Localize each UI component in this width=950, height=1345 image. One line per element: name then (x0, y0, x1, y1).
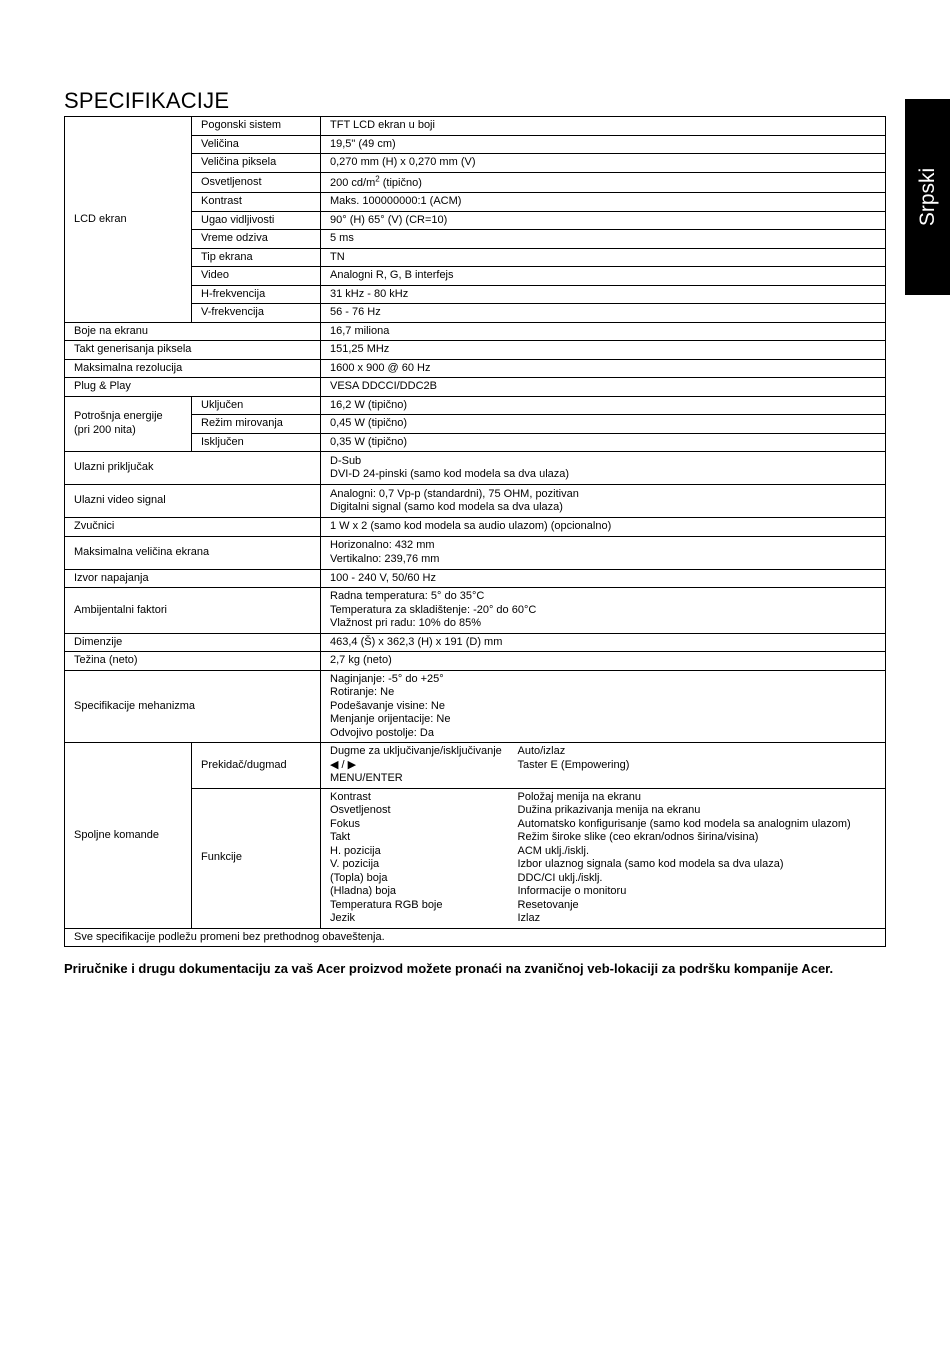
spec-value: 16,2 W (tipično) (321, 396, 886, 415)
spec-value: 463,4 (Š) x 362,3 (H) x 191 (D) mm (321, 633, 886, 652)
table-row (65, 117, 886, 136)
spec-name: H-frekvencija (192, 285, 321, 304)
spec-value: VESA DDCCI/DDC2B (321, 378, 886, 397)
controls-label: Spoljne komande (65, 743, 192, 929)
value-line: Vlažnost pri radu: 10% do 85% (330, 617, 482, 629)
spec-name: Takt generisanja piksela (65, 341, 321, 360)
table-row (65, 928, 886, 947)
spec-value (321, 536, 886, 569)
value-line: DVI-D 24-pinski (samo kod modela sa dva ulaza) (330, 468, 570, 480)
value-line: DDC/CI uklj./isklj. (517, 871, 603, 884)
spec-name: Boje na ekranu (65, 322, 321, 341)
value-line: MENU/ENTER (330, 772, 403, 784)
spec-value: 1 W x 2 (samo kod modela sa audio ulazom) (opcionalno) (321, 518, 886, 537)
brightness-superscript: 2 (375, 173, 380, 183)
spec-name: Maksimalna rezolucija (65, 359, 321, 378)
value-line: Auto/izlaz (517, 745, 566, 757)
value-line: Vertikalno: 239,76 mm (330, 552, 440, 565)
spec-name: Izvor napajanja (65, 569, 321, 588)
spec-name: Kontrast (192, 193, 321, 212)
value-line: Temperatura RGB boje (330, 898, 443, 911)
spec-value: 56 - 76 Hz (321, 304, 886, 323)
spec-value: Analogni R, G, B interfejs (321, 267, 886, 286)
table-row (65, 588, 886, 634)
spec-value: 1600 x 900 @ 60 Hz (321, 359, 886, 378)
value-line: Rotiranje: Ne (330, 686, 395, 698)
table-row (65, 743, 886, 789)
value-line: Dugme za uključivanje/isključivanje (330, 745, 502, 757)
table-row (65, 670, 886, 743)
spec-value (321, 485, 886, 518)
table-row (65, 652, 886, 671)
value-line: (Hladna) boja (330, 885, 397, 897)
brightness-value: 200 cd/m (330, 176, 376, 189)
table-row (65, 518, 886, 537)
table-row (65, 485, 886, 518)
spec-name: Ulazni priključak (65, 452, 321, 485)
spec-value (321, 588, 886, 634)
value-line: Kontrast (330, 790, 371, 803)
value-line: Takt (330, 831, 351, 843)
spec-name: Plug & Play (65, 378, 321, 397)
spec-name: Zvučnici (65, 518, 321, 537)
page-title: SPECIFIKACIJE (64, 88, 230, 113)
language-tab (905, 99, 950, 295)
spec-name: Ambijentalni faktori (65, 588, 321, 634)
spec-value: TN (321, 248, 886, 267)
value-line: Naginjanje: -5° do +25° (330, 672, 444, 685)
table-row (65, 396, 886, 415)
spec-value (321, 172, 886, 193)
value-line: Radna temperatura: 5° do 35°C (330, 590, 485, 602)
brightness-suffix: (tipično) (379, 176, 422, 189)
spec-value: 16,7 miliona (321, 322, 886, 341)
spec-name: Veličina (192, 135, 321, 154)
spec-name: Ulazni video signal (65, 485, 321, 518)
spec-name: Veličina piksela (192, 154, 321, 173)
spec-name: Režim mirovanja (192, 415, 321, 434)
value-line: V. pozicija (330, 858, 380, 870)
value-line: Položaj menija na ekranu (517, 790, 642, 803)
value-line: Fokus (330, 817, 360, 830)
table-row (65, 341, 886, 360)
table-row (65, 633, 886, 652)
value-line: Taster E (Empowering) (517, 758, 630, 771)
value-line: Resetovanje (517, 898, 579, 911)
power-label (65, 396, 192, 452)
spec-value: 31 kHz - 80 kHz (321, 285, 886, 304)
spec-name: Osvetljenost (192, 172, 321, 193)
footnote: Priručnike i drugu dokumentaciju za vaš Acer proizvod možete pronaći na zvaničnoj veb-lokaciji za podršku kompanije Acer. (64, 961, 834, 976)
spec-value: TFT LCD ekran u boji (321, 117, 886, 136)
lcd-label: LCD ekran (65, 117, 192, 323)
spec-value: 0,270 mm (H) x 0,270 mm (V) (321, 154, 886, 173)
value-line: Automatsko konfigurisanje (samo kod modela sa analognim ulazom) (517, 817, 851, 830)
power-label-line: Potrošnja energije (74, 410, 163, 423)
spec-name: Isključen (192, 433, 321, 452)
spec-value: Maks. 100000000:1 (ACM) (321, 193, 886, 212)
value-line: Izbor ulaznog signala (samo kod modela sa dva ulaza) (517, 858, 784, 870)
value-line: Informacije o monitoru (517, 885, 627, 897)
table-row (65, 569, 886, 588)
value-line: (Topla) boja (330, 871, 388, 884)
spec-name: Specifikacije mehanizma (65, 670, 321, 743)
spec-name: Pogonski sistem (192, 117, 321, 136)
spec-value: 0,35 W (tipično) (321, 433, 886, 452)
value-line: Digitalni signal (samo kod modela sa dva ulaza) (330, 501, 563, 513)
language-tab-label: Srpski (915, 167, 939, 227)
value-line: Odvojivo postolje: Da (330, 726, 434, 739)
spec-table (64, 116, 886, 947)
spec-value: 19,5" (49 cm) (321, 135, 886, 154)
spec-name: Maksimalna veličina ekrana (65, 536, 321, 569)
spec-name: Ugao vidljivosti (192, 211, 321, 230)
spec-value: 151,25 MHz (321, 341, 886, 360)
spec-value (518, 743, 886, 789)
value-line: Podešavanje visine: Ne (330, 699, 445, 712)
spec-value: 100 - 240 V, 50/60 Hz (321, 569, 886, 588)
spec-value (321, 670, 886, 743)
power-label-line: (pri 200 nita) (74, 423, 136, 436)
spec-name: Dimenzije (65, 633, 321, 652)
spec-value: 90° (H) 65° (V) (CR=10) (321, 211, 886, 230)
table-row (65, 378, 886, 397)
spec-value (518, 788, 886, 928)
value-line: Temperatura za skladištenje: -20° do 60°C (330, 603, 537, 616)
value-line: D-Sub (330, 454, 362, 467)
spec-name: Vreme odziva (192, 230, 321, 249)
spec-value (321, 743, 518, 789)
spec-value (321, 788, 518, 928)
spec-name: V-frekvencija (192, 304, 321, 323)
value-line: Režim široke slike (ceo ekran/odnos širina/visina) (517, 831, 759, 843)
spec-value: 0,45 W (tipično) (321, 415, 886, 434)
table-row (65, 359, 886, 378)
value-line: Horizonalno: 432 mm (330, 539, 435, 551)
table-row (65, 452, 886, 485)
value-line: Dužina prikazivanja menija na ekranu (517, 804, 701, 816)
spec-name: Prekidač/dugmad (192, 743, 321, 789)
value-line: H. pozicija (330, 844, 381, 857)
spec-value (321, 452, 886, 485)
table-row (65, 322, 886, 341)
spec-name: Video (192, 267, 321, 286)
value-line: ◀ / ▶ (330, 758, 357, 771)
spec-name: Uključen (192, 396, 321, 415)
value-line: Menjanje orijentacije: Ne (330, 713, 451, 725)
table-row (65, 536, 886, 569)
spec-name: Tip ekrana (192, 248, 321, 267)
spec-value: 5 ms (321, 230, 886, 249)
spec-name: Težina (neto) (65, 652, 321, 671)
value-line: Jezik (330, 912, 356, 924)
value-line: Osvetljenost (330, 804, 391, 816)
value-line: Analogni: 0,7 Vp-p (standardni), 75 OHM, pozitivan (330, 487, 579, 500)
disclaimer: Sve specifikacije podležu promeni bez prethodnog obaveštenja. (65, 928, 886, 947)
value-line: Izlaz (517, 912, 541, 924)
spec-name: Funkcije (192, 788, 321, 928)
spec-value: 2,7 kg (neto) (321, 652, 886, 671)
value-line: ACM uklj./isklj. (517, 844, 590, 857)
